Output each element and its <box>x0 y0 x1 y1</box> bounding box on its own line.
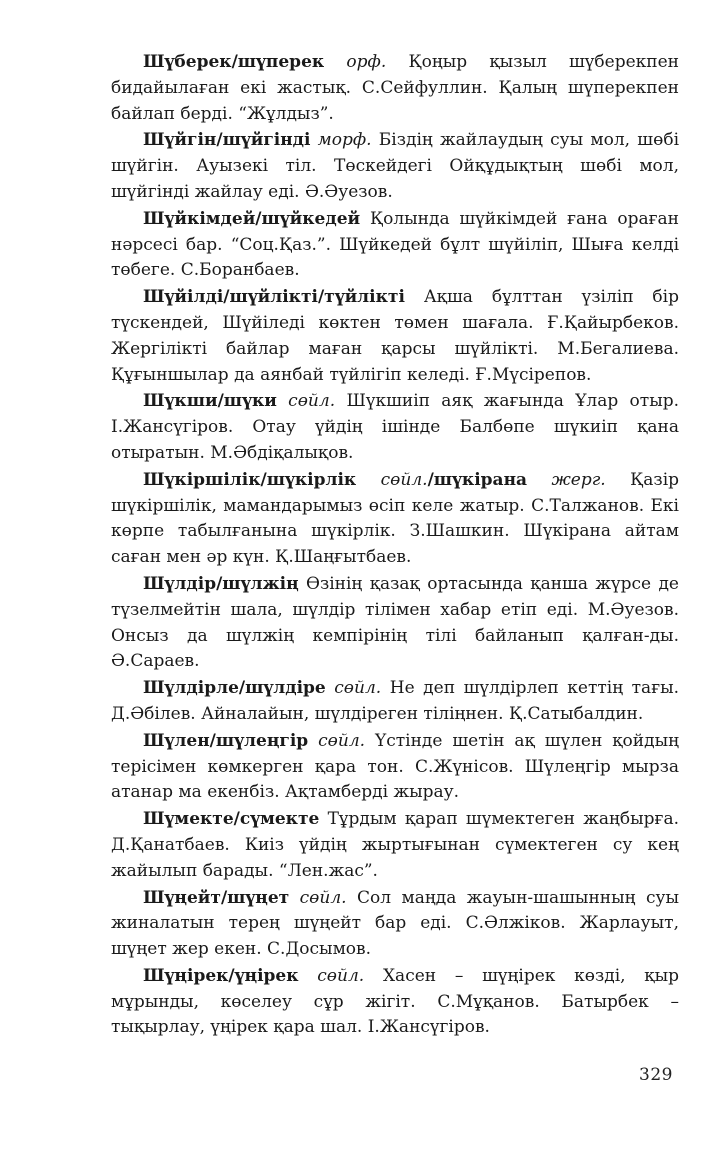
headword: Шүлдірле/шүлдіре <box>143 678 326 699</box>
usage-mark: сөйл. <box>380 469 428 490</box>
usage-mark: сөйл. <box>334 678 382 699</box>
entry-shuneit <box>111 886 679 963</box>
entry-text: Қоңыр қызыл шүберекпен бидайылаған екі жастық. С.Сейфуллин. Қалың шүперекпен байлап берді. “Жұлдыз”. <box>111 52 679 124</box>
usage-mark: морф. <box>317 130 372 151</box>
entry-shuberek <box>111 50 679 127</box>
entry-text: Хасен – шүңірек көзді, қыр мұрынды, көселеу сұр жігіт. С.Мұқанов. Батырбек – тықырлау, үңірек қара шал. І.Жансүгіров. <box>111 965 680 1038</box>
entry-text: Не деп шүлдірлеп кеттің тағы. Д.Әбілев. Айналайын, шүлдіреген тіліңнен. Қ.Сатыбалдин. <box>111 678 680 724</box>
entry-shuigin <box>111 128 679 205</box>
headword-variant: /шүкірана <box>427 469 528 490</box>
entry-text: Үстінде шетін ақ шүлен қойдың терісімен көмкерген қара тон. С.Жүнісов. Шүлеңгір мырза атанар ма екенбіз. Ақтамберді жырау. <box>111 730 679 803</box>
entry-shukshi <box>111 389 679 466</box>
headword: Шүлдір/шүлжің <box>143 573 299 594</box>
headword: Шүңірек/үңірек <box>143 965 299 986</box>
entry-shuikimdei <box>111 207 679 284</box>
entry-text: Шүкшиіп аяқ жағында Ұлар отыр. І.Жансүгіров. Отау үйдің ішінде Балбөпе шүкиіп қана отыратын. М.Әбдіқалықов. <box>111 391 680 463</box>
headword: Шүкіршілік/шүкірлік <box>143 469 357 490</box>
entry-text: Ақша бұлттан үзіліп бір түскендей, Шүйіледі көктен төмен шағала. Ғ.Қайырбеков. Жергілікті байлар маған қарсы шүйлікті. М.Бегалиева. Құғыншылар да аянбай түйлігіп келеді. Ғ.Мүсірепов. <box>111 287 679 385</box>
headword: Шүлен/шүлеңгір <box>143 730 309 751</box>
entry-text: Өзінің қазақ ортасында қанша жүрсе де түзелмейтін шала, шүлдір тілімен хабар етіп еді. М.Әуезов. Онсыз да шүлжің кемпірінің тілі байланып қалған-ды. Ә.Сараев. <box>111 573 679 672</box>
entry-text: Біздің жайлаудың суы мол, шөбі шүйгін. Ауызекі тіл. Төскейдегі Ойқұдықтың шөбі мол, шүйгінді жайлау еді. Ә.Әуезов. <box>111 130 680 202</box>
entry-shulen <box>111 729 679 806</box>
entry-shumekte <box>111 807 679 884</box>
headword: Шүйкімдей/шүйкедей <box>143 208 361 229</box>
entry-text: Сол маңда жауын-шашынның суы жиналатын терең шүңейт бар еді. С.Әлжіков. Жарлауыт, шүңет жер екен. С.Досымов. <box>111 887 680 960</box>
entry-text: Қазір шүкіршілік, мамандарымыз өсіп келе жатыр. С.Талжанов. Екі көрпе табылғанына шүкірлік. З.Шашкин. Шүкірана айтам саған мен әр күн. Қ.Шаңғытбаев. <box>111 469 680 568</box>
headword: Шүйілді/шүйлікті/түйлікті <box>143 287 405 308</box>
dictionary-page <box>111 50 679 1042</box>
usage-mark: орф. <box>346 52 387 72</box>
usage-mark: сөйл. <box>288 391 336 412</box>
headword: Шүкши/шүки <box>143 391 277 412</box>
usage-mark: сөйл. <box>299 887 347 908</box>
usage-mark: сөйл. <box>318 730 366 751</box>
entry-shuldirle <box>111 676 679 728</box>
entry-shuldir <box>111 572 679 675</box>
usage-mark: сөйл. <box>317 965 365 986</box>
page-number: 329 <box>639 1065 673 1085</box>
usage-mark-variant: жерг. <box>551 469 606 490</box>
entry-shuiildi <box>111 285 679 388</box>
headword: Шүйгін/шүйгінді <box>143 130 311 151</box>
entry-shunirek <box>111 964 679 1041</box>
headword: Шүберек/шүперек <box>143 52 325 72</box>
entry-shukirshilik <box>111 468 679 571</box>
entry-text: Тұрдым қарап шүмектеген жаңбырға. Д.Қанатбаев. Киіз үйдің жыртығынан сүмектеген су кең жайылып барады. “Лен.жас”. <box>111 809 679 881</box>
headword: Шүңейт/шүңет <box>143 887 290 908</box>
headword: Шүмекте/сүмекте <box>143 809 320 830</box>
entry-text: Қолында шүйкімдей ғана ораған нәрсесі бар. “Соц.Қаз.”. Шүйкедей бұлт шүйіліп, Шыға келді төбеге. С.Боранбаев. <box>111 208 679 281</box>
